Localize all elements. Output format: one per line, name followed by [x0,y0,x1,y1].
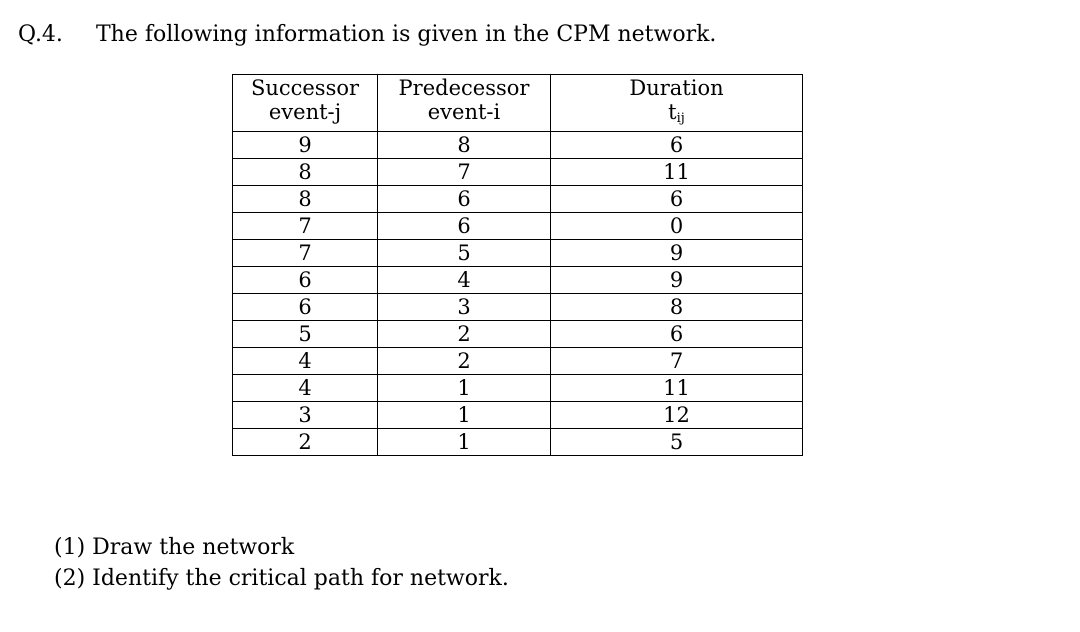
duration-cell: 12 [551,402,803,429]
predecessor-cell: 5 [378,240,551,267]
header-predecessor-line1: Predecessor [398,76,530,100]
duration-cell: 6 [551,321,803,348]
cpm-table [232,74,803,456]
successor-cell: 5 [233,321,378,348]
duration-subscript: ij [676,111,685,126]
successor-cell: 3 [233,402,378,429]
duration-cell: 8 [551,294,803,321]
table-row [233,186,803,213]
successor-cell: 8 [233,159,378,186]
table-row [233,132,803,159]
duration-cell: 11 [551,375,803,402]
table-row [233,402,803,429]
table-row [233,294,803,321]
header-duration-line1: Duration [629,76,724,100]
table-row [233,321,803,348]
question-text: The following information is given in the CPM network. [96,22,717,47]
duration-cell: 0 [551,213,803,240]
predecessor-cell: 1 [378,402,551,429]
successor-cell: 7 [233,240,378,267]
successor-cell: 6 [233,267,378,294]
duration-cell: 9 [551,240,803,267]
successor-cell: 4 [233,375,378,402]
successor-cell: 6 [233,294,378,321]
predecessor-cell: 1 [378,375,551,402]
duration-cell: 11 [551,159,803,186]
question-line [18,22,716,47]
header-predecessor [378,75,551,132]
duration-cell: 6 [551,132,803,159]
task-list [54,532,509,594]
table-row [233,240,803,267]
duration-cell: 5 [551,429,803,456]
predecessor-cell: 7 [378,159,551,186]
duration-symbol: t [668,100,677,124]
header-duration-line2 [551,100,802,131]
predecessor-cell: 3 [378,294,551,321]
task-item: (1) Draw the network [54,535,295,560]
predecessor-cell: 8 [378,132,551,159]
successor-cell: 9 [233,132,378,159]
table-row [233,375,803,402]
predecessor-cell: 6 [378,186,551,213]
successor-cell: 2 [233,429,378,456]
predecessor-cell: 2 [378,348,551,375]
header-successor-line2: event-j [268,100,342,124]
successor-cell: 7 [233,213,378,240]
header-successor-line1: Successor [250,76,360,100]
table-row [233,348,803,375]
duration-cell: 6 [551,186,803,213]
task-item: (2) Identify the critical path for network. [54,566,509,591]
predecessor-cell: 2 [378,321,551,348]
duration-cell: 7 [551,348,803,375]
question-number: Q.4. [18,22,63,47]
predecessor-cell: 4 [378,267,551,294]
table-row [233,429,803,456]
header-predecessor-line2: event-i [427,100,501,124]
successor-cell: 8 [233,186,378,213]
predecessor-cell: 1 [378,429,551,456]
table-row [233,213,803,240]
predecessor-cell: 6 [378,213,551,240]
header-successor [233,75,378,132]
table-header-row [233,75,803,132]
successor-cell: 4 [233,348,378,375]
table-row [233,159,803,186]
header-duration [551,75,803,132]
table-row [233,267,803,294]
duration-cell: 9 [551,267,803,294]
